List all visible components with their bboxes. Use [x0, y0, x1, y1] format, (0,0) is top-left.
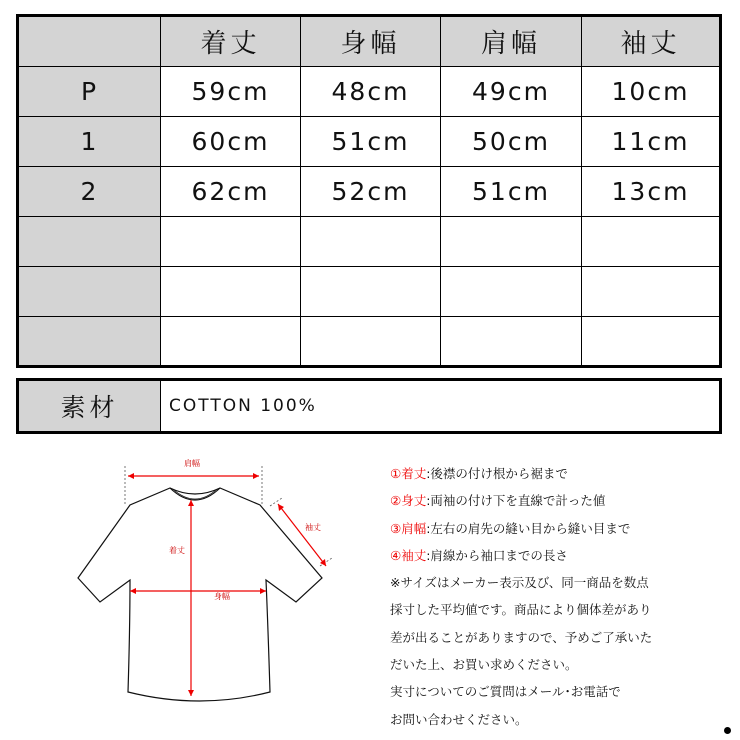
table-header-cell: 肩幅	[441, 17, 582, 67]
table-cell	[441, 217, 582, 267]
note-item	[390, 460, 730, 487]
note-label: ①着丈	[390, 466, 427, 481]
tshirt-diagram	[70, 452, 350, 722]
table-cell: 10cm	[582, 67, 719, 117]
table-cell: 59cm	[161, 67, 301, 117]
table-cell: 50cm	[441, 117, 582, 167]
length-label: 着丈	[169, 546, 185, 555]
table-cell: 51cm	[441, 167, 582, 217]
note-item	[390, 542, 730, 569]
size-label-cell: P	[19, 67, 161, 117]
table-header-cell: 袖丈	[582, 17, 719, 67]
width-label: 身幅	[214, 592, 230, 601]
disclaimer-line: 採寸した平均値です。商品により個体差があり	[390, 602, 652, 618]
table-cell	[582, 317, 719, 365]
size-table	[16, 14, 722, 368]
table-cell: 51cm	[301, 117, 441, 167]
disclaimer-line: 実寸についてのご質問はメール･お電話で	[390, 684, 621, 700]
table-cell	[582, 267, 719, 317]
table-cell: 52cm	[301, 167, 441, 217]
table-cell: 13cm	[582, 167, 719, 217]
table-cell	[301, 217, 441, 267]
table-cell: 49cm	[441, 67, 582, 117]
note-label: ④袖丈	[390, 547, 427, 563]
table-cell	[161, 217, 301, 267]
table-cell	[441, 317, 582, 365]
tshirt-diagram-svg	[70, 452, 350, 722]
table-cell	[161, 317, 301, 365]
table-cell	[582, 217, 719, 267]
note-text: :両袖の付け下を直線で計った値	[426, 493, 606, 509]
note-label: ③肩幅	[390, 520, 427, 536]
shoulder-label: 肩幅	[184, 459, 200, 468]
sleeve-label: 袖丈	[305, 523, 321, 532]
note-label: ②身丈	[390, 493, 427, 509]
measurement-notes	[390, 460, 730, 733]
disclaimer-line: ※サイズはメーカー表示及び、同一商品を数点	[390, 575, 649, 591]
table-cell	[301, 267, 441, 317]
material-row	[16, 378, 722, 434]
table-cell: 11cm	[582, 117, 719, 167]
table-cell	[161, 267, 301, 317]
table-cell: 60cm	[161, 117, 301, 167]
note-item	[390, 487, 730, 514]
disclaimer-line: 差が出ることがありますので、予めご了承いた	[390, 629, 653, 645]
table-header-cell: 身幅	[301, 17, 441, 67]
size-label-cell	[19, 217, 161, 267]
size-label-cell: 2	[19, 167, 161, 217]
size-label-cell	[19, 317, 161, 365]
size-label-cell	[19, 267, 161, 317]
note-item	[390, 515, 730, 542]
table-cell: 48cm	[301, 67, 441, 117]
disclaimer-line: だいた上、お買い求めください。	[390, 657, 578, 673]
corner-dot	[724, 727, 731, 734]
size-label-cell: 1	[19, 117, 161, 167]
material-value: COTTON 100%	[169, 396, 317, 416]
note-text: :後襟の付け根から裾まで	[426, 466, 568, 481]
table-cell	[441, 267, 582, 317]
material-label: 素材	[19, 381, 161, 431]
table-header-cell: 着丈	[161, 17, 301, 67]
table-cell: 62cm	[161, 167, 301, 217]
disclaimer-line: お問い合わせください。	[390, 711, 528, 727]
note-text: :左右の肩先の縫い目から縫い目まで	[426, 520, 631, 536]
note-text: :肩線から袖口までの長さ	[426, 547, 568, 563]
table-cell	[301, 317, 441, 365]
table-header-cell	[19, 17, 161, 67]
tshirt-outline	[78, 488, 322, 701]
